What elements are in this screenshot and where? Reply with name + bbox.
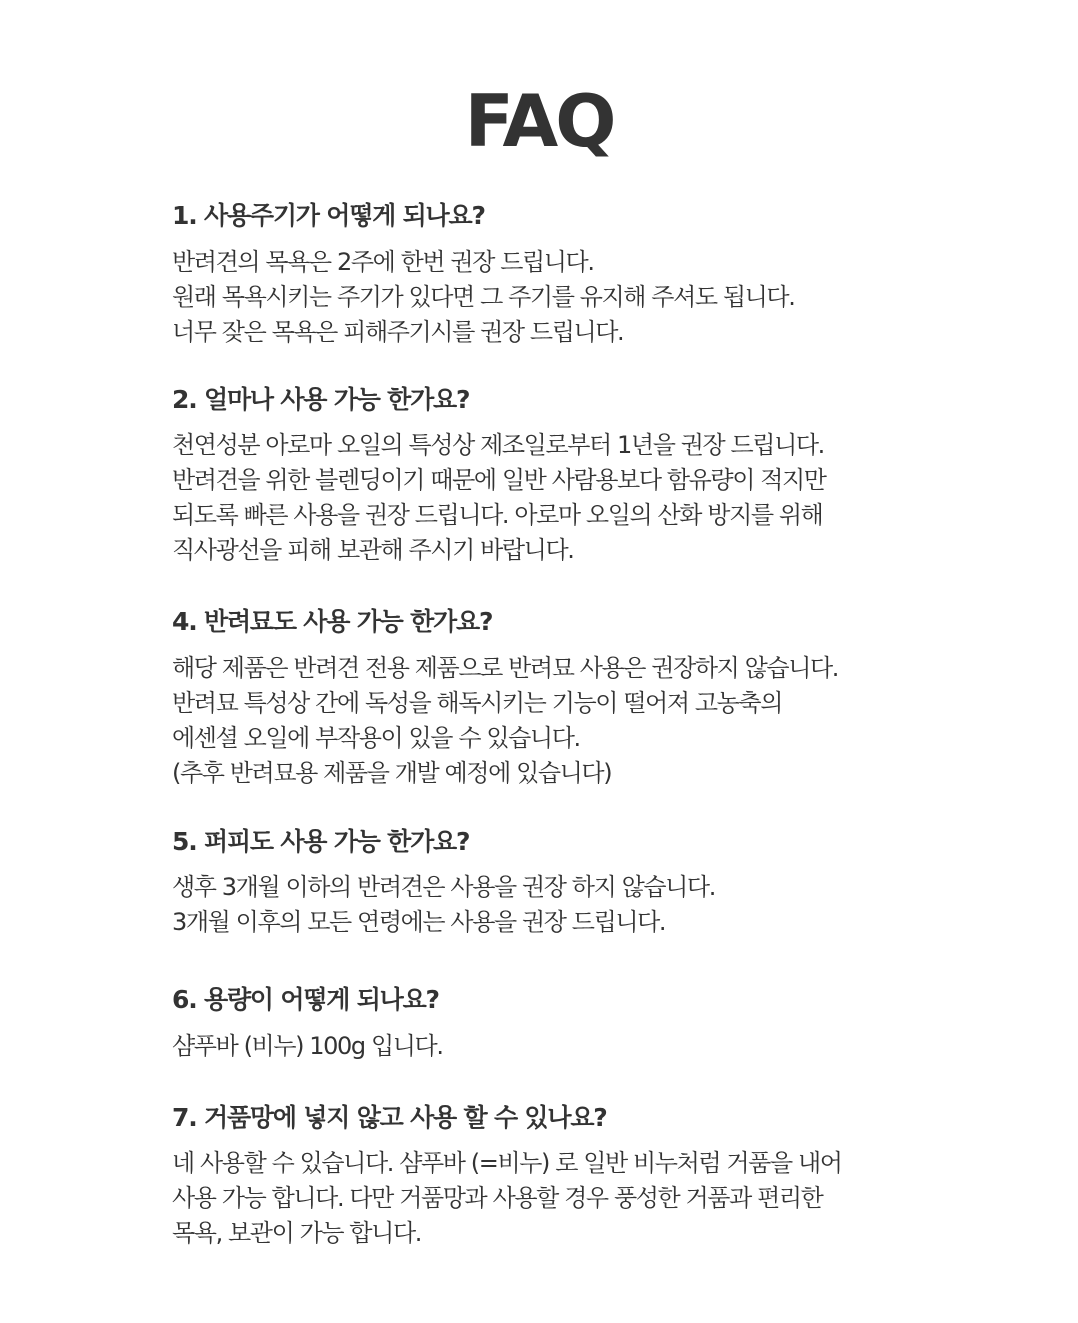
faq-answer-line: 생후 3개월 이하의 반려견은 사용을 권장 하지 않습니다.: [172, 873, 715, 901]
faq-answer-line: 되도록 빠른 사용을 권장 드립니다. 아로마 오일의 산화 방지를 위해: [172, 501, 823, 529]
faq-answer: [172, 651, 1032, 791]
faq-answer-line: 샴푸바 (비누) 100g 입니다.: [172, 1031, 443, 1060]
faq-item-volume: [172, 984, 1032, 1064]
faq-answer-line: 직사광선을 피해 보관해 주시기 바랍니다.: [172, 536, 574, 564]
faq-answer-line: (추후 반려묘용 제품을 개발 예정에 있습니다): [172, 758, 612, 787]
faq-item-puppy: [172, 826, 1032, 941]
faq-answer: [172, 870, 1032, 940]
faq-answer-line: 원래 목욕시키는 주기가 있다면 그 주기를 유지해 주셔도 됩니다.: [172, 282, 795, 311]
faq-item-shelf-life: [172, 384, 1032, 569]
faq-answer-line: 반려묘 특성상 간에 독성을 해독시키는 기능이 떨어져 고농축의: [172, 688, 782, 717]
faq-answer: [172, 1146, 1032, 1251]
faq-answer: [172, 245, 1032, 350]
faq-item-cats: [172, 606, 1032, 791]
faq-answer-line: 사용 가능 합니다. 다만 거품망과 사용할 경우 풍성한 거품과 편리한: [172, 1184, 823, 1212]
faq-question: 5. 퍼피도 사용 가능 한가요?: [172, 826, 470, 856]
faq-item-usage-cycle: [172, 200, 1032, 350]
faq-answer: [172, 1029, 1032, 1064]
faq-answer-line: 3개월 이후의 모든 연령에는 사용을 권장 드립니다.: [172, 908, 666, 936]
page-title: FAQ: [464, 79, 614, 163]
faq-answer-line: 네 사용할 수 있습니다. 샴푸바 (=비누) 로 일반 비누처럼 거품을 내어: [172, 1149, 842, 1177]
faq-list: [172, 200, 1032, 1251]
faq-answer-line: 에센셜 오일에 부작용이 있을 수 있습니다.: [172, 723, 580, 752]
faq-question: 7. 거품망에 넣지 않고 사용 할 수 있나요?: [172, 1102, 607, 1132]
faq-answer-line: 천연성분 아로마 오일의 특성상 제조일로부터 1년을 권장 드립니다.: [172, 431, 824, 459]
faq-item-foam-net: [172, 1102, 1032, 1252]
faq-answer-line: 반려견을 위한 블렌딩이기 때문에 일반 사람용보다 함유량이 적지만: [172, 466, 826, 494]
faq-question: 4. 반려묘도 사용 가능 한가요?: [172, 607, 493, 636]
faq-answer: [172, 428, 1032, 568]
faq-answer-line: 해당 제품은 반려견 전용 제품으로 반려묘 사용은 권장하지 않습니다.: [172, 653, 839, 682]
faq-answer-line: 목욕, 보관이 가능 합니다.: [172, 1219, 421, 1247]
faq-question: 2. 얼마나 사용 가능 한가요?: [172, 384, 470, 414]
faq-answer-line: 너무 잦은 목욕은 피해주기시를 권장 드립니다.: [172, 317, 624, 346]
faq-answer-line: 반려견의 목욕은 2주에 한번 권장 드립니다.: [172, 247, 594, 276]
faq-question: 1. 사용주기가 어떻게 되나요?: [172, 201, 485, 230]
faq-question: 6. 용량이 어떻게 되나요?: [172, 985, 439, 1014]
